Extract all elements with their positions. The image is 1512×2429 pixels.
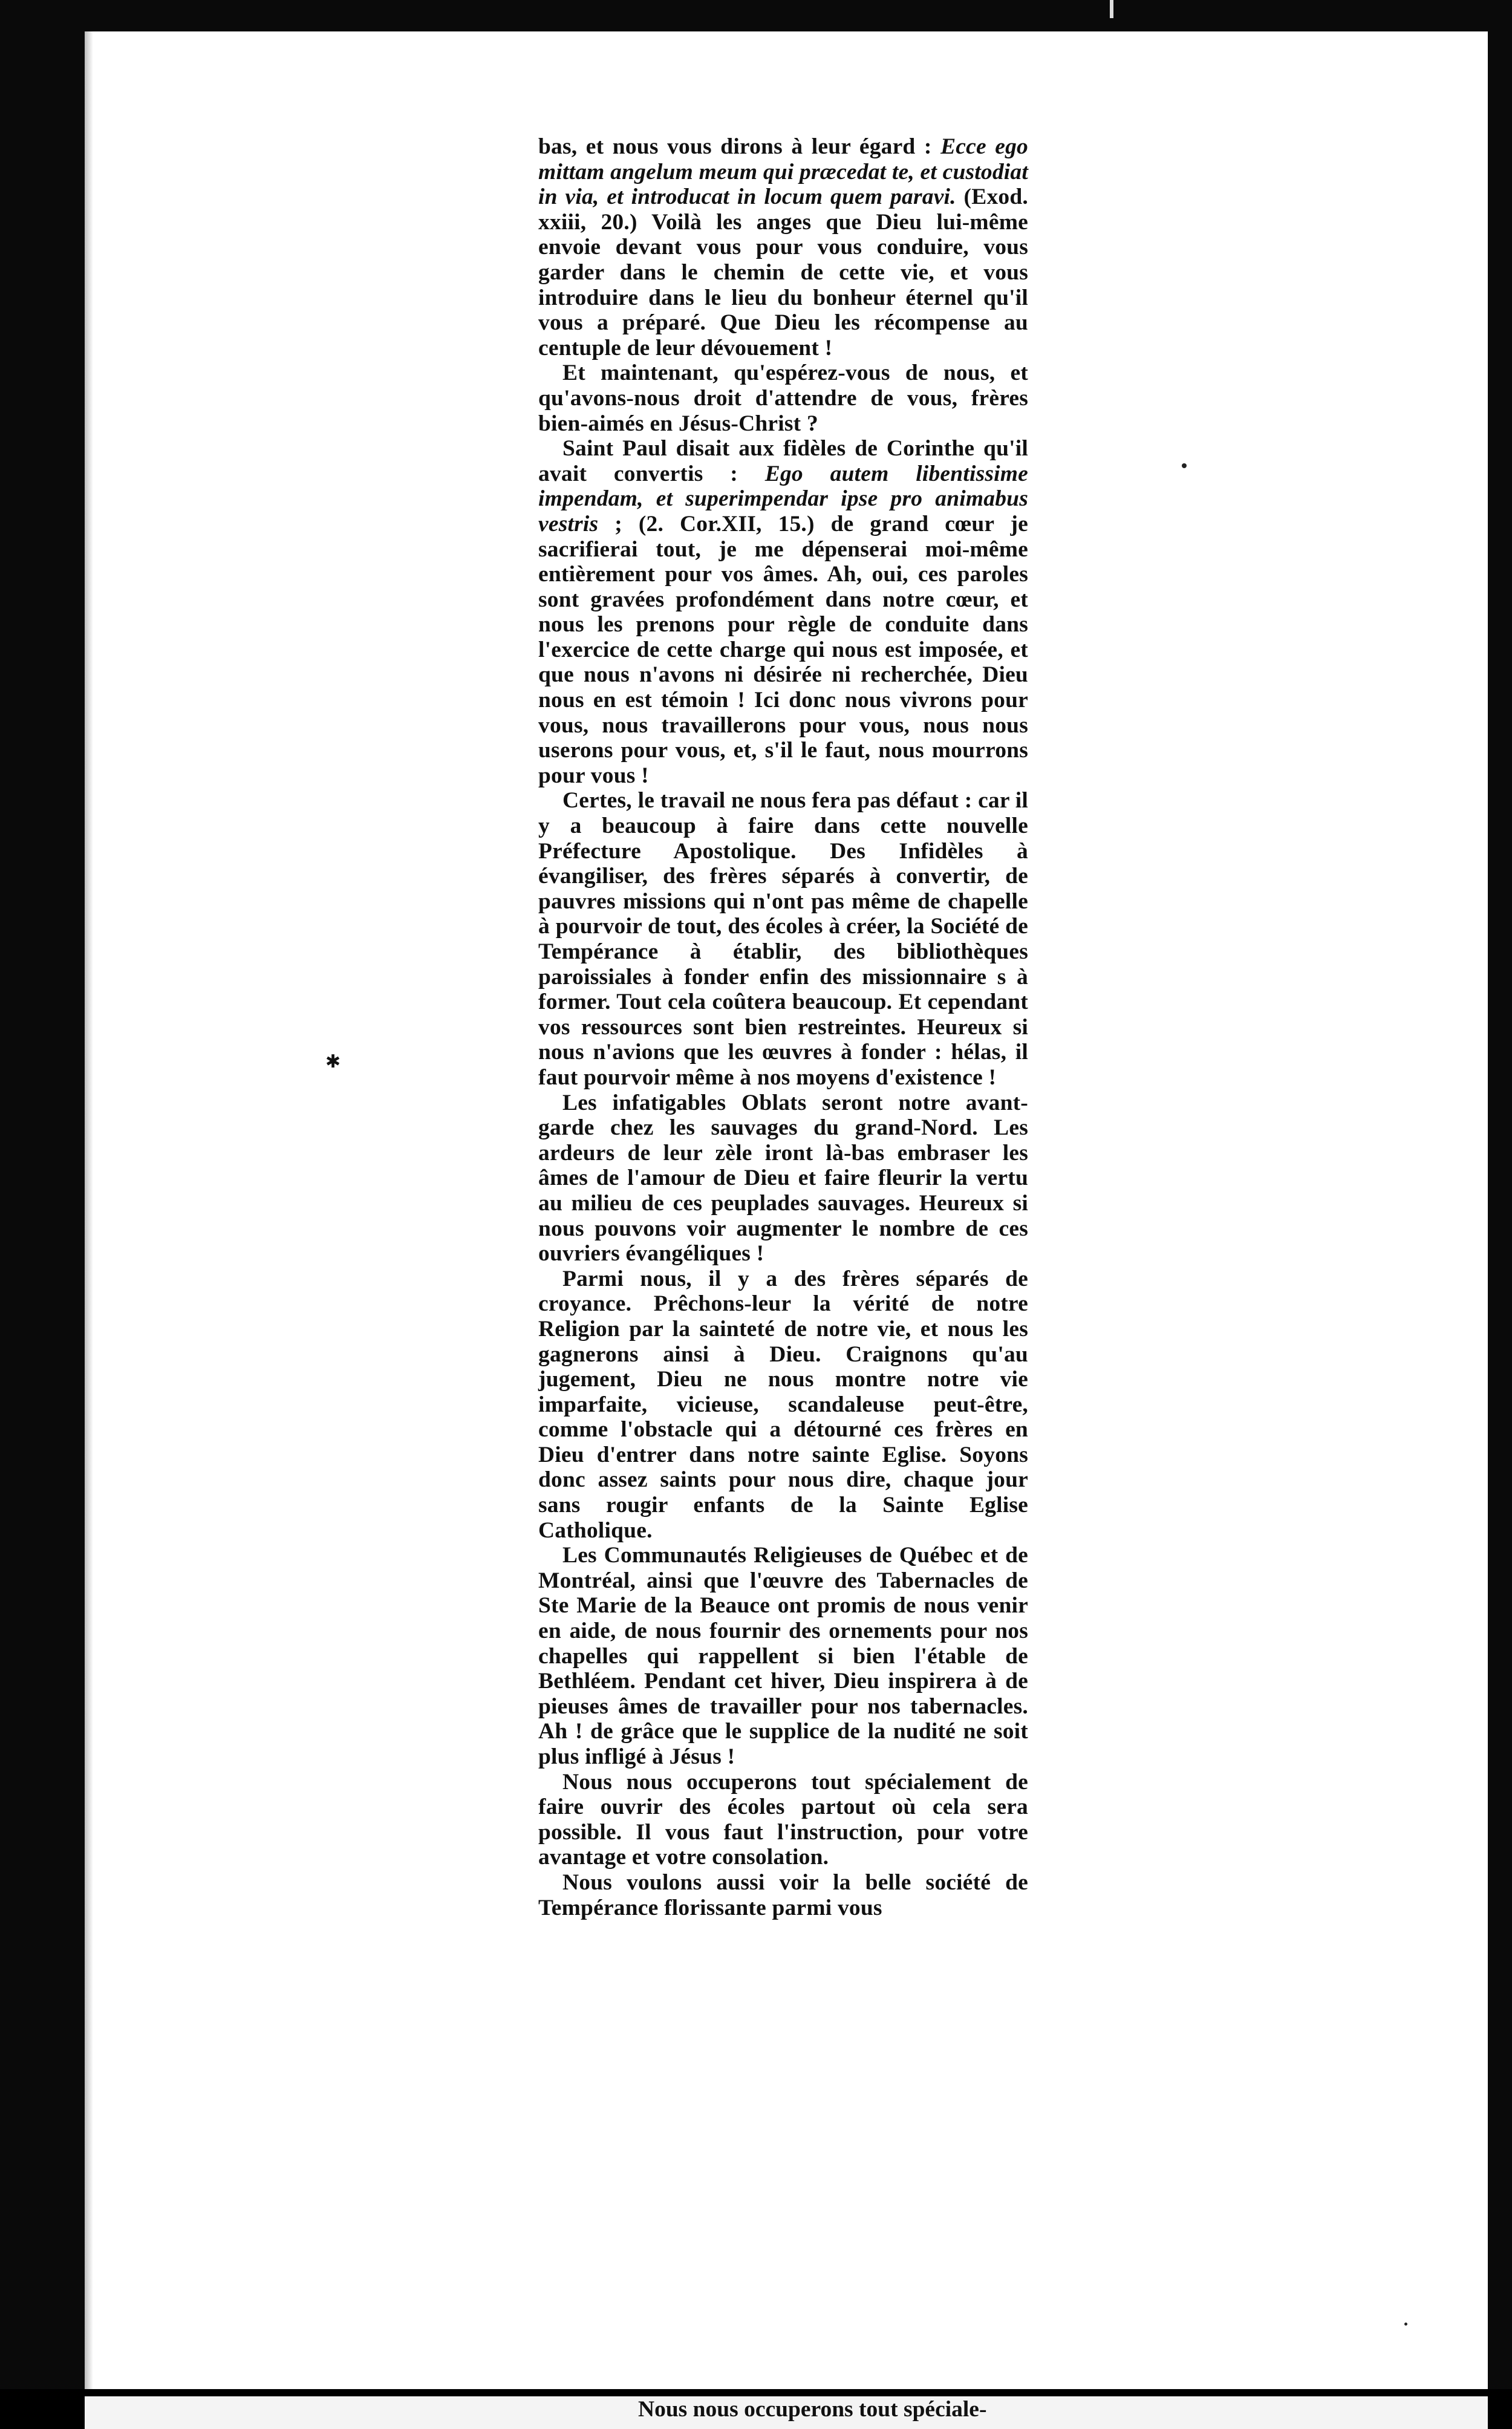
article-paragraph [538, 1267, 1028, 1544]
paragraph-text: (Exod. xxiii, 20.) Voilà les anges que Dieu lui-même envoie devant vous pour vous conduire, vous garder dans le chemin de cette vie, et vous introduire dans le lieu du bonheur éternel qu'il vous a préparé. Que Dieu les récompense au centuple de leur dévouement ! [538, 184, 1028, 360]
speck [1404, 2323, 1407, 2326]
paragraph-text: Les infatigables Oblats seront notre avant-garde chez les sauvages du grand-Nord. Les ardeurs de leur zèle iront là-bas embraser les âmes de l'amour de Dieu et faire fleurir la vertu au milieu de ces peuplades sauvages. Heureux si nous pouvons voir augmenter le nombre de ces ouvriers évangéliques ! [538, 1090, 1028, 1267]
paragraph-text: Et maintenant, qu'espérez-vous de nous, et qu'avons-nous droit d'attendre de vous, frères bien-aimés en Jésus-Christ ? [538, 360, 1028, 436]
speck [1182, 463, 1187, 468]
margin-mark: ✱ [325, 1051, 341, 1072]
scan-edge-mark [1110, 0, 1113, 18]
article-column [538, 134, 1028, 1920]
paragraph-text: Parmi nous, il y a des frères séparés de croyance. Prêchons-leur la vérité de notre Religion par la sainteté de notre vie, et nous les gagnerons ainsi à Dieu. Craignons qu'au jugement, Dieu ne nous montre notre vie imparfaite, vicieuse, scandaleuse peut-être, comme l'obstacle qui a détourné ces frères en Dieu d'entrer dans notre sainte Eglise. Soyons donc assez saints pour nous dire, chaque jour sans rougir enfants de la Sainte Eglise Catholique. [538, 1266, 1028, 1543]
page-edge-shadow [85, 31, 93, 2396]
paragraph-text: Nous voulons aussi voir la belle société de Tempérance florissante parmi vous [538, 1870, 1028, 1920]
article-paragraph [538, 1770, 1028, 1870]
article-paragraph [538, 788, 1028, 1090]
article-paragraph [538, 436, 1028, 788]
latin-quote: Ego autem libentissime impendam, et superimpendar ipse pro animabus vestris [538, 461, 1028, 536]
paragraph-text: ; (2. Cor.XII, 15.) de grand cœur je sacrifierai tout, je me dépenserai moi-même entièrement pour vos âmes. Ah, oui, ces paroles sont gravées profondément dans notre cœur, et nous les prenons pour règle de conduite dans l'exercice de cette charge qui nous est imposée, et que nous n'avons ni désirée ni recherchée, Dieu nous en est témoin ! Ici donc nous vivrons pour vous, nous travaillerons pour vous, nous nous userons pour vous, et, s'il le faut, nous mourrons pour vous ! [538, 511, 1028, 788]
article-paragraph [538, 134, 1028, 360]
article-paragraph [538, 1091, 1028, 1267]
paragraph-text: Saint Paul disait aux fidèles de Corinthe qu'il avait convertis : [538, 436, 1028, 486]
article-paragraph [538, 1543, 1028, 1769]
latin-quote: Ecce ego mittam angelum meum qui præcedat te, et custodiat in via, et introducat in locum quem paravi. [538, 134, 1028, 210]
article-paragraph [538, 1870, 1028, 1920]
paragraph-text: Certes, le travail ne nous fera pas défaut : car il y a beaucoup à faire dans cette nouvelle Préfecture Apostolique. Des Infidèles à évangiliser, des frères séparés à convertir, de pauvres missions qui n'ont pas même de chapelle à pourvoir de tout, des écoles à créer, la Société de Tempérance à établir, des bibliothèques paroissiales à fonder enfin des missionnaire s à former. Tout cela coûtera beaucoup. Et cependant vos ressources sont bien restreintes. Heureux si nous n'avions que les œuvres à fonder : hélas, il faut pourvoir même à nos moyens d'existence ! [538, 788, 1028, 1090]
paragraph-text: bas, et nous vous dirons à leur égard : [538, 134, 941, 159]
article-paragraph [538, 360, 1028, 436]
paragraph-text: Nous nous occuperons tout spécialement de faire ouvrir des écoles partout où cela sera possible. Il vous faut l'instruction, pour votre avantage et votre consolation. [538, 1769, 1028, 1870]
paragraph-text: Les Communautés Religieuses de Québec et de Montréal, ainsi que l'œuvre des Tabernacles de Ste Marie de la Beauce ont promis de nous venir en aide, de nous fournir des ornements pour nos chapelles qui rappellent si bien l'étable de Bethléem. Pendant cet hiver, Dieu inspirera à de pieuses âmes de travailler pour nos tabernacles. Ah ! de grâce que le supplice de la nudité ne soit plus infligé à Jésus ! [538, 1543, 1028, 1769]
next-page-text: Nous nous occuperons tout spéciale- [638, 2398, 987, 2422]
